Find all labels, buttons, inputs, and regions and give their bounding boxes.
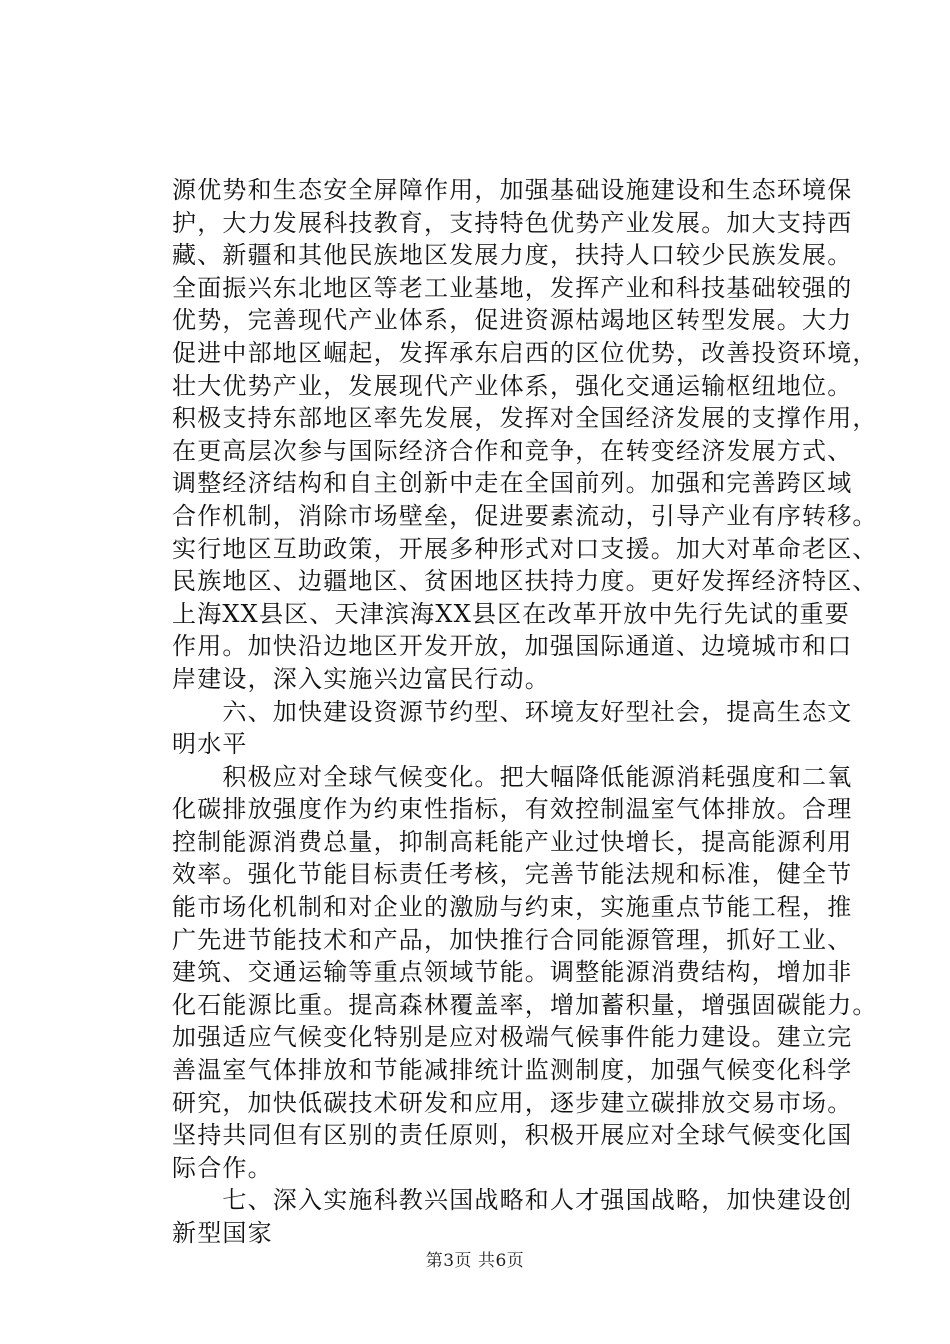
text-line: 促进中部地区崛起，发挥承东启西的区位优势，改善投资环境，: [172, 338, 878, 367]
document-body: [172, 174, 878, 1250]
text-line: 护，大力发展科技教育，支持特色优势产业发展。加大支持西: [172, 208, 853, 237]
section-heading-line: 七、深入实施科教兴国战略和人才强国战略，加快建设创: [172, 1186, 853, 1215]
text-line: 善温室气体排放和节能减排统计监测制度，加强气候变化科学: [172, 1056, 853, 1085]
text-line: 积极应对全球气候变化。把大幅降低能源消耗强度和二氧: [172, 762, 853, 791]
text-line: 积极支持东部地区率先发展，发挥对全国经济发展的支撑作用，: [172, 404, 878, 433]
text-line: 合作机制，消除市场壁垒，促进要素流动，引导产业有序转移。: [172, 501, 878, 530]
text-line: 岸建设，深入实施兴边富民行动。: [172, 664, 550, 693]
section-heading-line: 明水平: [172, 730, 248, 759]
text-line: 藏、新疆和其他民族地区发展力度，扶持人口较少民族发展。: [172, 241, 853, 270]
text-line: 建筑、交通运输等重点领域节能。调整能源消费结构，增加非: [172, 958, 853, 987]
text-line: 上海XX县区、天津滨海XX县区在改革开放中先行先试的重要: [172, 599, 850, 628]
text-line: 民族地区、边疆地区、贫困地区扶持力度。更好发挥经济特区、: [172, 567, 878, 596]
text-line: 加强适应气候变化特别是应对极端气候事件能力建设。建立完: [172, 1023, 853, 1052]
text-line: 全面振兴东北地区等老工业基地，发挥产业和科技基础较强的: [172, 273, 853, 302]
text-line: 坚持共同但有区别的责任原则，积极开展应对全球气候变化国: [172, 1121, 853, 1150]
text-line: 能市场化机制和对企业的激励与约束，实施重点节能工程，推: [172, 893, 853, 922]
text-line: 广先进节能技术和产品，加快推行合同能源管理，抓好工业、: [172, 925, 853, 954]
text-line: 研究，加快低碳技术研发和应用，逐步建立碳排放交易市场。: [172, 1088, 853, 1117]
text-line: 调整经济结构和自主创新中走在全国前列。加强和完善跨区域: [172, 469, 853, 498]
text-line: 壮大优势产业，发展现代产业体系，强化交通运输枢纽地位。: [172, 371, 853, 400]
text-line: 在更高层次参与国际经济合作和竞争，在转变经济发展方式、: [172, 436, 853, 465]
text-line: 控制能源消费总量，抑制高耗能产业过快增长，提高能源利用: [172, 827, 853, 856]
text-line: 际合作。: [172, 1153, 273, 1182]
section-heading-line: 六、加快建设资源节约型、环境友好型社会，提高生态文: [172, 697, 853, 726]
text-line: 优势，完善现代产业体系，促进资源枯竭地区转型发展。大力: [172, 306, 853, 335]
text-line: 作用。加快沿边地区开发开放，加强国际通道、边境城市和口: [172, 632, 853, 661]
text-line: 化碳排放强度作为约束性指标，有效控制温室气体排放。合理: [172, 795, 853, 824]
page-number-footer: 第3页 共6页: [425, 1251, 525, 1271]
section-heading-line: 新型国家: [172, 1219, 273, 1247]
text-line: 效率。强化节能目标责任考核，完善节能法规和标准，健全节: [172, 860, 853, 889]
text-line: 源优势和生态安全屏障作用，加强基础设施建设和生态环境保: [172, 176, 853, 204]
text-line: 实行地区互助政策，开展多种形式对口支援。加大对革命老区、: [172, 534, 878, 563]
text-line: 化石能源比重。提高森林覆盖率，增加蓄积量，增强固碳能力。: [172, 990, 878, 1019]
